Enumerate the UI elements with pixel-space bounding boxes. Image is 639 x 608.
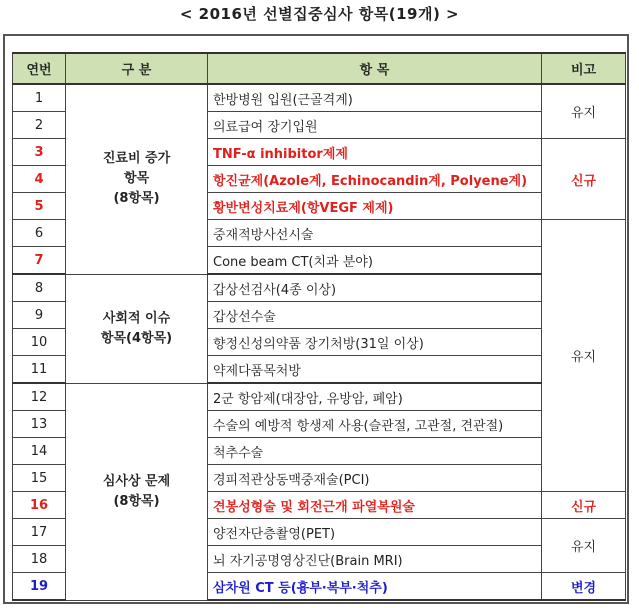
table-row — [13, 383, 626, 411]
row-no: 19 — [13, 573, 66, 601]
row-no: 8 — [13, 274, 66, 302]
row-no: 10 — [13, 329, 66, 356]
table-header-row — [13, 53, 626, 84]
row-no: 3 — [13, 139, 66, 166]
row-no: 14 — [13, 438, 66, 465]
row-no: 15 — [13, 465, 66, 492]
row-item: 의료급여 장기입원 — [208, 112, 542, 139]
row-no: 2 — [13, 112, 66, 139]
row-no: 6 — [13, 220, 66, 247]
category-review-issue: 심사상 문제 (8항목) — [66, 383, 208, 600]
note-changed: 변경 — [542, 573, 626, 601]
row-no: 1 — [13, 84, 66, 112]
row-item: 향정신성의약품 장기처방(31일 이상) — [208, 329, 542, 356]
row-no: 5 — [13, 193, 66, 220]
row-item: 삼차원 CT 등(흉부·복부·척추) — [208, 573, 542, 601]
row-item: 항진균제(Azole계, Echinocandin계, Polyene계) — [208, 166, 542, 193]
selection-table — [12, 52, 626, 601]
category-cost-increase: 진료비 증가 항목 (8항목) — [66, 84, 208, 274]
row-no: 17 — [13, 519, 66, 546]
note-new: 신규 — [542, 139, 626, 220]
row-item: 갑상선수술 — [208, 302, 542, 329]
note-keep: 유지 — [542, 519, 626, 573]
row-item: 경피적관상동맥중재술(PCI) — [208, 465, 542, 492]
row-no: 12 — [13, 383, 66, 411]
header-item: 항 목 — [208, 53, 542, 84]
row-no: 4 — [13, 166, 66, 193]
row-no: 13 — [13, 411, 66, 438]
row-item: 2군 항암제(대장암, 유방암, 폐암) — [208, 383, 542, 411]
header-note: 비고 — [542, 53, 626, 84]
row-no: 16 — [13, 492, 66, 519]
row-item: 양전자단층촬영(PET) — [208, 519, 542, 546]
note-keep: 유지 — [542, 220, 626, 492]
page-title: < 2016년 선별집중심사 항목(19개) > — [179, 5, 460, 23]
note-keep: 유지 — [542, 84, 626, 139]
row-item: Cone beam CT(치과 분야) — [208, 247, 542, 275]
header-category: 구 분 — [66, 53, 208, 84]
row-item: 한방병원 입원(근골격계) — [208, 84, 542, 112]
row-no: 18 — [13, 546, 66, 573]
row-item: 수술의 예방적 항생제 사용(슬관절, 고관절, 견관절) — [208, 411, 542, 438]
row-item: 척추수술 — [208, 438, 542, 465]
row-item: 뇌 자기공명영상진단(Brain MRI) — [208, 546, 542, 573]
table-row — [13, 84, 626, 112]
row-no: 9 — [13, 302, 66, 329]
table-row — [13, 274, 626, 302]
category-social-issue: 사회적 이슈 항목(4항목) — [66, 274, 208, 383]
header-no: 연번 — [13, 53, 66, 84]
row-item: 견봉성형술 및 회전근개 파열복원술 — [208, 492, 542, 519]
row-no: 11 — [13, 356, 66, 384]
row-item: 갑상선검사(4종 이상) — [208, 274, 542, 302]
note-new: 신규 — [542, 492, 626, 519]
row-item: TNF-α inhibitor제제 — [208, 139, 542, 166]
row-item: 약제다품목처방 — [208, 356, 542, 384]
row-item: 중재적방사선시술 — [208, 220, 542, 247]
row-no: 7 — [13, 247, 66, 275]
row-item: 황반변성치료제(항VEGF 제제) — [208, 193, 542, 220]
